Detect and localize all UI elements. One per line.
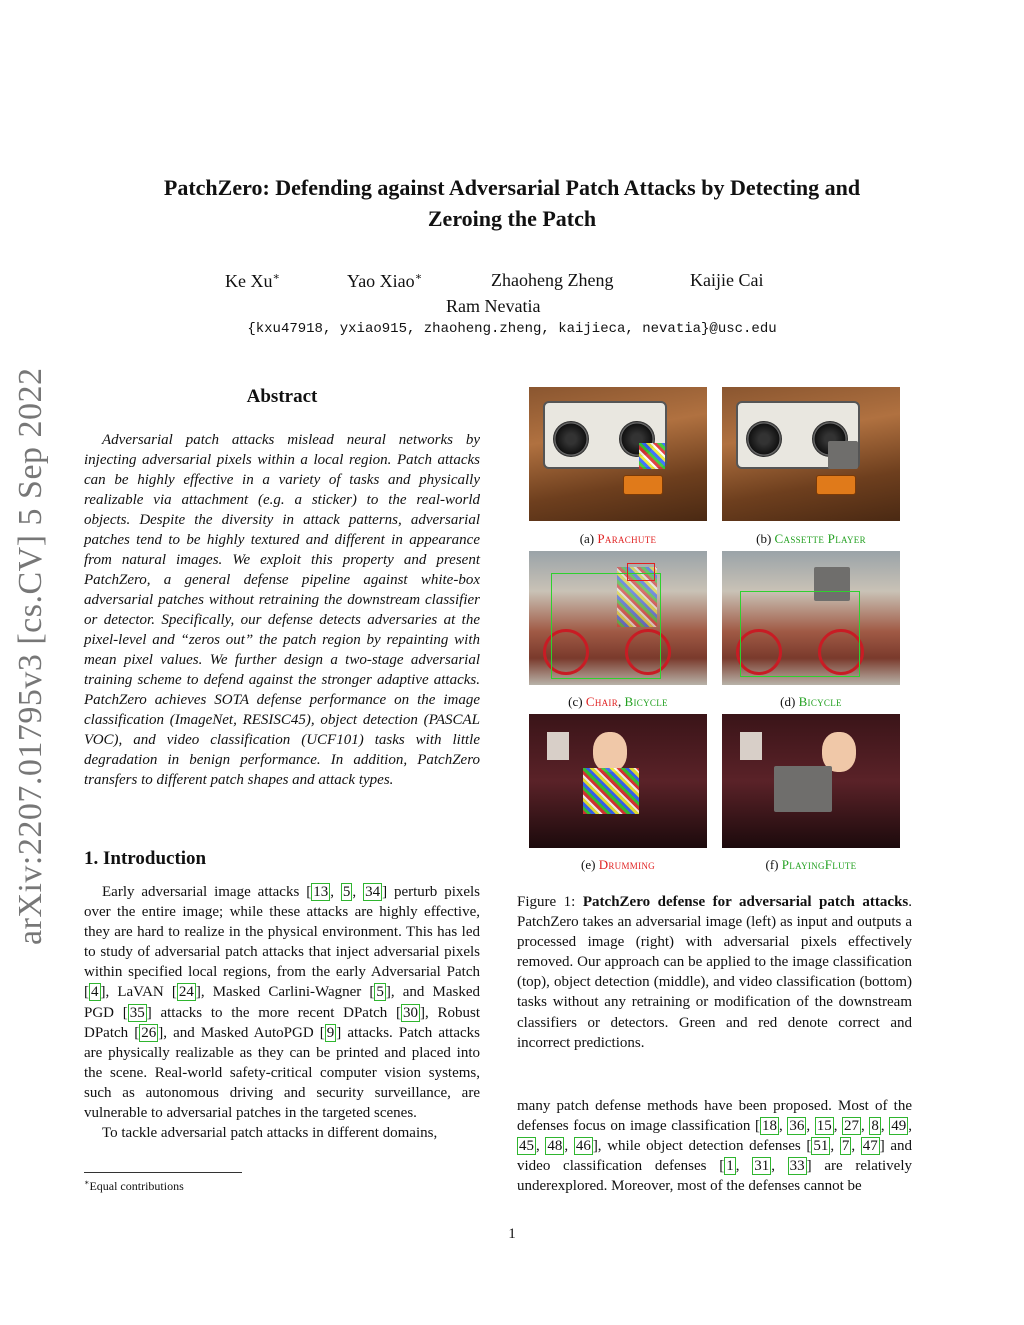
citation-link[interactable]: 15 <box>816 1118 832 1135</box>
zeroed-patch <box>774 766 832 812</box>
citation-link[interactable]: 27 <box>844 1118 860 1135</box>
footnote: ∗Equal contributions <box>84 1178 184 1193</box>
author-2: Yao Xiao∗ <box>347 271 423 291</box>
intro-paragraph-2: To tackle adversarial patch attacks in different domains, <box>102 1125 438 1142</box>
intro-body <box>84 882 480 1143</box>
subcaption-b: (b) Cassette Player <box>756 531 866 546</box>
zeroed-patch <box>828 441 858 469</box>
page-number: 1 <box>508 1226 516 1242</box>
adversarial-patch <box>583 768 639 814</box>
detection-box-chair <box>627 563 655 581</box>
subcaption-a: (a) Parachute <box>579 531 657 546</box>
citation-link[interactable]: 48 <box>547 1138 563 1155</box>
citation-link[interactable]: 30 <box>403 1004 419 1021</box>
citation-link[interactable]: 34 <box>365 884 381 900</box>
citation-link[interactable]: 18 <box>761 1118 777 1135</box>
author-1: Ke Xu∗ <box>225 271 280 291</box>
citation-link[interactable]: 4 <box>91 984 99 1001</box>
citation-link[interactable]: 8 <box>871 1118 879 1135</box>
adversarial-patch <box>639 443 665 469</box>
figure-panel-b-image <box>722 387 900 521</box>
subcaption-d: (d) Bicycle <box>780 694 842 709</box>
intro-heading: 1. Introduction <box>84 848 207 869</box>
figure-panel-d-image <box>722 551 900 685</box>
subcaption-f: (f) PlayingFlute <box>765 857 857 872</box>
detection-box-bicycle <box>551 573 661 679</box>
author-4: Kaijie Cai <box>690 270 764 290</box>
title-line-1: PatchZero: Defending against Adversarial Patch Attacks by Detecting and <box>163 175 861 200</box>
citation-link[interactable]: 45 <box>519 1138 534 1155</box>
abstract-text: Adversarial patch attacks mislead neural networks by injecting adversarial pixels within a local region. Patch attacks can be highly effective in a variety of tasks and physically realizable via attachment (e.g. a sticker) to the real-world objects. Despite the diversity in attack patterns, adversarial patches tend to be highly textured and different in appearance from natural images. We exploit this property and present PatchZero, a general defense pipeline against white-box adversarial patches without retraining the downstream classifier or detector. Specifically, our defense detects adversaries at the pixel-level and “zeros out” the patch region by repainting with mean pixel values. We further design a two-stage adversarial training scheme to defend against the stronger adaptive attacks. PatchZero achieves SOTA defense performance on the image classification (ImageNet, RESISC45), object detection (PASCAL VOC), and video classification (UCF101) tasks with little degradation in benign performance. In addition, PatchZero transfers to different patch shapes and attack types. <box>84 432 480 788</box>
citation-link[interactable]: 7 <box>841 1138 850 1155</box>
abstract-heading: Abstract <box>246 386 318 407</box>
detection-box-bicycle <box>740 591 860 677</box>
figure-panel-c-image <box>529 551 707 685</box>
citation-link[interactable]: 49 <box>891 1118 907 1135</box>
figure-panel-f-image <box>722 714 900 848</box>
subcaption-e: (e) Drumming <box>581 857 655 872</box>
arxiv-stamp: arXiv:2207.01795v3 [cs.CV] 5 Sep 2022 <box>12 367 49 945</box>
citation-link[interactable]: 5 <box>342 884 351 900</box>
subcaption-c: (c) Chair, Bicycle <box>568 694 668 709</box>
author-5: Ram Nevatia <box>446 296 541 316</box>
citation-link[interactable]: 47 <box>862 1138 878 1155</box>
citation-link[interactable]: 1 <box>726 1158 734 1175</box>
citation-link[interactable]: 31 <box>754 1158 770 1175</box>
citation-link[interactable]: 51 <box>813 1138 829 1155</box>
citation-link[interactable]: 33 <box>789 1158 805 1175</box>
title-line-2: Zeroing the Patch <box>427 206 597 231</box>
citation-link[interactable]: 5 <box>376 984 384 1001</box>
right-column-text: many patch defense methods have been proposed. Most of the defenses focus on image classification [ 18 , 36 , 15 , 27 , 8 , 49 , 45 , 48 , 46 ], while object detection defenses [ 51 , 7 , 47 ] and video classification defenses [ 1 , 31 , 33 ] are relatively underexplored. Moreover, most of the defenses cannot be <box>517 1098 913 1195</box>
figure-1-caption: Figure 1: PatchZero defense for adversarial patch attacks. PatchZero takes an adversarial image (left) as input and outputs a processed image (right) with adversarial pixels effectively removed. Our approach can be applied to the image classification (top), object detection (middle), and video classification (bottom) tasks without any retraining or modification of the downstream classifiers or detectors. Green and red denote correct and incorrect predictions. <box>517 894 912 1051</box>
intro-paragraph-1: Early adversarial image attacks [ 13 , 5 , 34 ] perturb pixels over the entire image; while these attacks are highly effective, they are hard to realize in the physical environment. This has led to study of adversarial patch attacks that inject adversarial pixels within specified local regions, from the early Adversarial Patch [ 4 ], LaVAN [ 24 ], Masked Carlini-Wagner [ 5 ], and Masked PGD [ 35 ] attacks to the more recent DPatch [ 30 ], Robust DPatch [ 26 ], and Masked AutoPGD [ 9 ] attacks. Patch attacks are physically realizable as they can be printed and placed into the scene. Real-world safety-critical computer vision systems, such as autonomous driving and security surveillance, are vulnerable to adversarial patches in the targeted scenes. <box>84 884 481 1122</box>
author-3: Zhaoheng Zheng <box>491 270 614 290</box>
figure-panel-e-image <box>529 714 707 848</box>
citation-link[interactable]: 13 <box>313 884 329 900</box>
citation-link[interactable]: 24 <box>178 984 194 1001</box>
paper-title <box>0 172 1024 234</box>
footnote-rule <box>84 1172 242 1173</box>
citation-link[interactable]: 35 <box>129 1004 145 1021</box>
citation-link[interactable]: 36 <box>789 1118 805 1135</box>
citation-link[interactable]: 26 <box>141 1024 157 1041</box>
citation-link[interactable]: 9 <box>326 1024 335 1041</box>
citation-link[interactable]: 46 <box>575 1138 591 1155</box>
author-emails: {kxu47918, yxiao915, zhaoheng.zheng, kaijieca, nevatia}@usc.edu <box>247 321 777 337</box>
figure-panel-a-image <box>529 387 707 521</box>
